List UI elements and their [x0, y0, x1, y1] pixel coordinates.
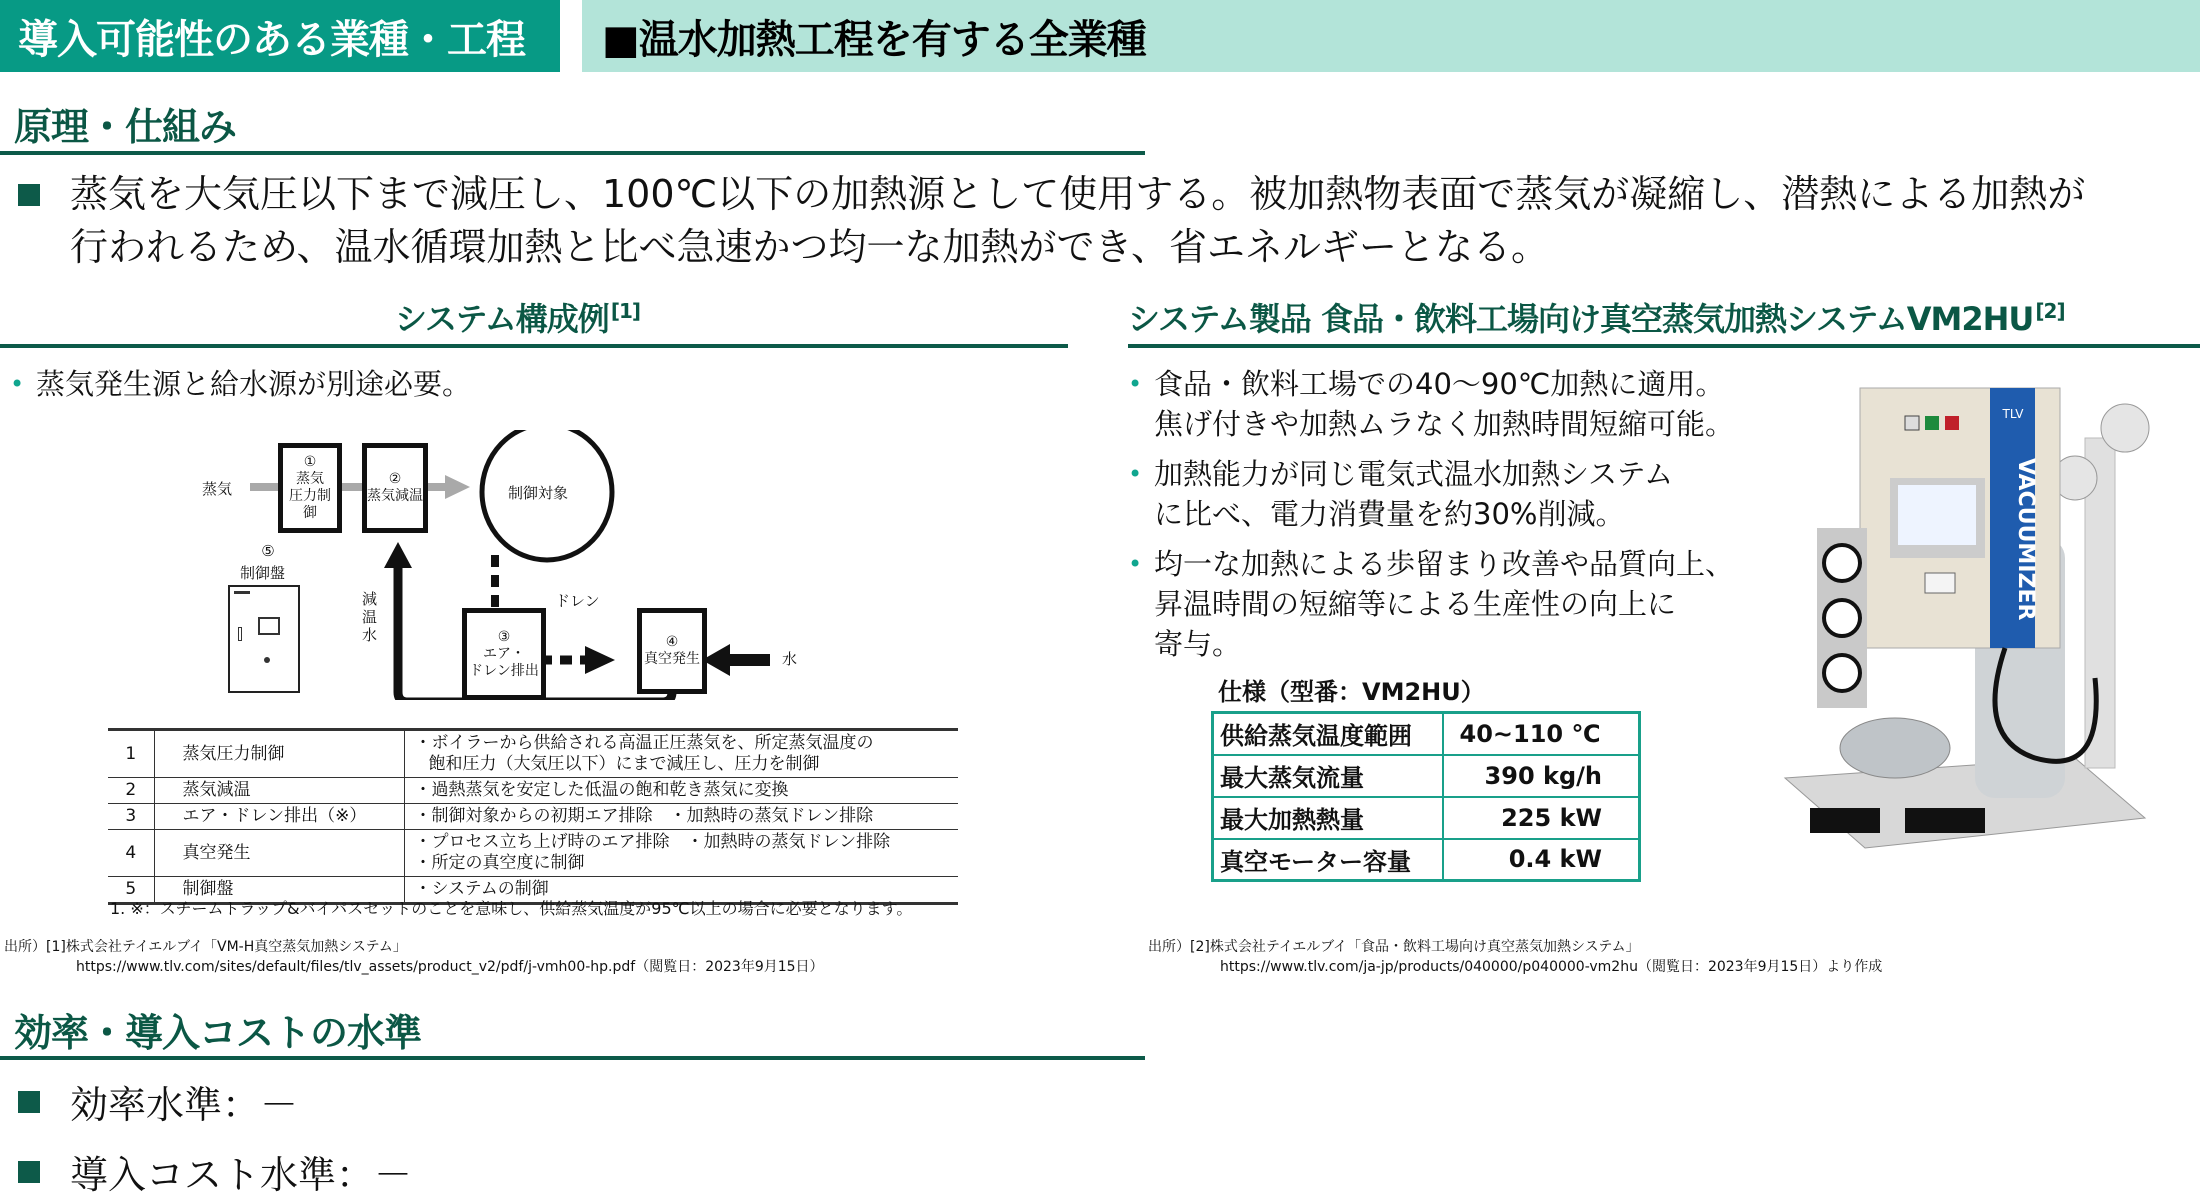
levels-title: 効率・導入コストの水準: [14, 1011, 422, 1055]
row-number: 1: [108, 730, 154, 778]
cost-level-text: 導入コスト水準：－: [70, 1153, 413, 1197]
product-bullets: [1128, 364, 1768, 674]
dot-bullet-icon: •: [1128, 460, 1143, 488]
source-citation-1: [4, 937, 824, 977]
bullet-text: 食品・飲料工場での40～90℃加熱に適用。: [1154, 367, 1725, 401]
control-panel-icon: [228, 585, 300, 693]
spec-key: 供給蒸気温度範囲: [1213, 713, 1443, 755]
dot-bullet-icon: •: [1128, 370, 1143, 398]
table-footnote: 1. ※：スチームトラップ&バイパスセットのことを意味し、供給蒸気温度が95℃以上の場合に必要となります。: [110, 899, 913, 918]
bullet-text: 昇温時間の短縮等による生産性の向上に: [1154, 587, 1677, 621]
box-number: ②: [388, 471, 402, 487]
box-label: 真空発生: [644, 651, 700, 667]
row-name: エア・ドレン排出（※）: [154, 804, 404, 830]
row-name: 真空発生: [154, 830, 404, 877]
box-number: ①: [303, 454, 317, 470]
principle-text: [18, 168, 2198, 274]
principle-rule: [0, 151, 1145, 155]
reference-mark: [2]: [2035, 299, 2065, 324]
spec-key: 最大加熱熱量: [1213, 797, 1443, 839]
system-example-rule: [0, 344, 1068, 348]
table-row: [1213, 797, 1640, 839]
table-row: [1213, 713, 1640, 755]
principle-line-2: 行われるため、温水循環加熱と比べ急速かつ均一な加熱ができ、省エネルギーとなる。: [70, 225, 1549, 269]
source-url: https://www.tlv.com/ja-jp/products/040000/p040000-vm2hu（閲覧日：2023年9月15日）より作成: [1220, 959, 1883, 975]
category-label: 導入可能性のある業種・工程: [0, 0, 560, 72]
product-rule: [1128, 344, 2200, 348]
table-row: [108, 804, 958, 830]
row-number: 2: [108, 778, 154, 804]
row-number: 5: [108, 877, 154, 904]
box-label: 蒸気減温: [367, 488, 423, 504]
table-row: [1213, 839, 1640, 881]
table-row: [108, 730, 958, 778]
row-desc: [404, 830, 958, 877]
control-panel-label: 制御盤: [240, 564, 286, 582]
steam-input-label: 蒸気: [202, 480, 233, 498]
drain-label: ドレン: [555, 592, 600, 610]
system-example-title: [395, 294, 640, 340]
spec-title: 仕様（型番：VM2HU）: [1218, 678, 1485, 706]
product-title: [1128, 294, 2065, 340]
system-example-title-text: システム構成例: [395, 300, 609, 338]
box-label: ドレン排出: [469, 662, 539, 679]
box-label: 圧力制御: [289, 488, 331, 521]
spec-table: [1211, 711, 1641, 882]
row-name: 蒸気圧力制御: [154, 730, 404, 778]
cost-level: [18, 1144, 412, 1199]
bullet-text: 加熱能力が同じ電気式温水加熱システム: [1154, 457, 1674, 491]
row-number: 3: [108, 804, 154, 830]
principle-title: 原理・仕組み: [14, 105, 237, 149]
box-label: 蒸気: [296, 471, 324, 487]
row-name: 蒸気減温: [154, 778, 404, 804]
desc-line: ・ボイラーから供給される高温正圧蒸気を、所定蒸気温度の: [414, 733, 874, 753]
desc-line: ・所定の真空度に制御: [414, 853, 585, 873]
bullet-text: 蒸気発生源と給水源が別途必要。: [36, 367, 472, 401]
product-title-text: システム製品 食品・飲料工場向け真空蒸気加熱システムVM2HU: [1128, 300, 2034, 338]
spec-key: 真空モーター容量: [1213, 839, 1443, 881]
row-desc: ・システムの制御: [404, 877, 958, 904]
dot-bullet-icon: •: [10, 370, 25, 398]
levels-rule: [0, 1056, 1145, 1060]
dot-bullet-icon: •: [1128, 550, 1143, 578]
box-number: ④: [665, 634, 679, 650]
vacuumizer-illustration: [1775, 378, 2195, 878]
row-desc: [404, 730, 958, 778]
square-bullet-icon: [18, 184, 40, 206]
cooling-water-label: 減温水: [362, 590, 378, 644]
control-target-label: 制御対象: [508, 484, 569, 502]
source-url: https://www.tlv.com/sites/default/files/tlv_assets/product_v2/pdf/j-vmh00-hp.pdf（閲覧日：2023年9月15日）: [76, 959, 824, 975]
diagram-box-vacuum: [637, 608, 707, 694]
spec-value: 40~110 ℃: [1443, 713, 1640, 755]
square-bullet-icon: [18, 1161, 40, 1183]
reference-mark: [1]: [610, 299, 641, 324]
row-name: 制御盤: [154, 877, 404, 904]
box-number: ③: [497, 628, 511, 645]
component-table: [108, 728, 958, 905]
product-photo: [1775, 378, 2195, 878]
bullet-text: 焦げ付きや加熱ムラなく加熱時間短縮可能。: [1154, 407, 1735, 441]
table-row: [108, 830, 958, 877]
diagram-box-air-drain: [462, 608, 546, 700]
row-number: 4: [108, 830, 154, 877]
control-panel-number: ⑤: [261, 542, 275, 560]
spec-key: 最大蒸気流量: [1213, 755, 1443, 797]
bullet-text: 寄与。: [1154, 627, 1242, 661]
system-example-bullets: [10, 364, 471, 414]
diagram-box-pressure-control: [278, 443, 342, 533]
square-bullet-icon: [18, 1091, 40, 1113]
table-row: [1213, 755, 1640, 797]
source-citation-2: [1148, 937, 1882, 977]
desc-line: ・プロセス立ち上げ時のエア排除 ・加熱時の蒸気ドレン排除: [414, 832, 891, 852]
efficiency-level: [18, 1074, 298, 1129]
box-label: エア・: [483, 645, 525, 662]
spec-value: 0.4 kW: [1443, 839, 1640, 881]
table-row: [108, 778, 958, 804]
source-title: 出所）[2]株式会社テイエルブイ「食品・飲料工場向け真空蒸気加熱システム」: [1148, 939, 1640, 955]
bullet-text: に比べ、電力消費量を約30%削減。: [1154, 497, 1625, 531]
diagram-box-desuperheat: [362, 443, 428, 533]
bullet-text: 均一な加熱による歩留まり改善や品質向上、: [1154, 547, 1735, 581]
source-title: 出所）[1]株式会社テイエルブイ「VM-H真空蒸気加熱システム」: [4, 939, 407, 955]
category-value: ■温水加熱工程を有する全業種: [582, 0, 2200, 72]
efficiency-level-text: 効率水準：－: [70, 1083, 299, 1127]
spec-value: 390 kg/h: [1443, 755, 1640, 797]
principle-line-1: 蒸気を大気圧以下まで減圧し、100℃以下の加熱源として使用する。被加熱物表面で蒸気が凝縮し、潜熱による加熱が: [70, 172, 2086, 216]
water-label: 水: [782, 650, 798, 668]
svg-text:TLV: TLV: [2002, 407, 2024, 421]
spec-value: 225 kW: [1443, 797, 1640, 839]
row-desc: ・過熱蒸気を安定した低温の飽和乾き蒸気に変換: [404, 778, 958, 804]
svg-text:VACUUMIZER: VACUUMIZER: [2013, 458, 2038, 621]
desc-line: 飽和圧力（大気圧以下）にまで減圧し、圧力を制御: [428, 754, 820, 774]
system-diagram: [190, 430, 850, 700]
row-desc: ・制御対象からの初期エア排除 ・加熱時の蒸気ドレン排除: [404, 804, 958, 830]
